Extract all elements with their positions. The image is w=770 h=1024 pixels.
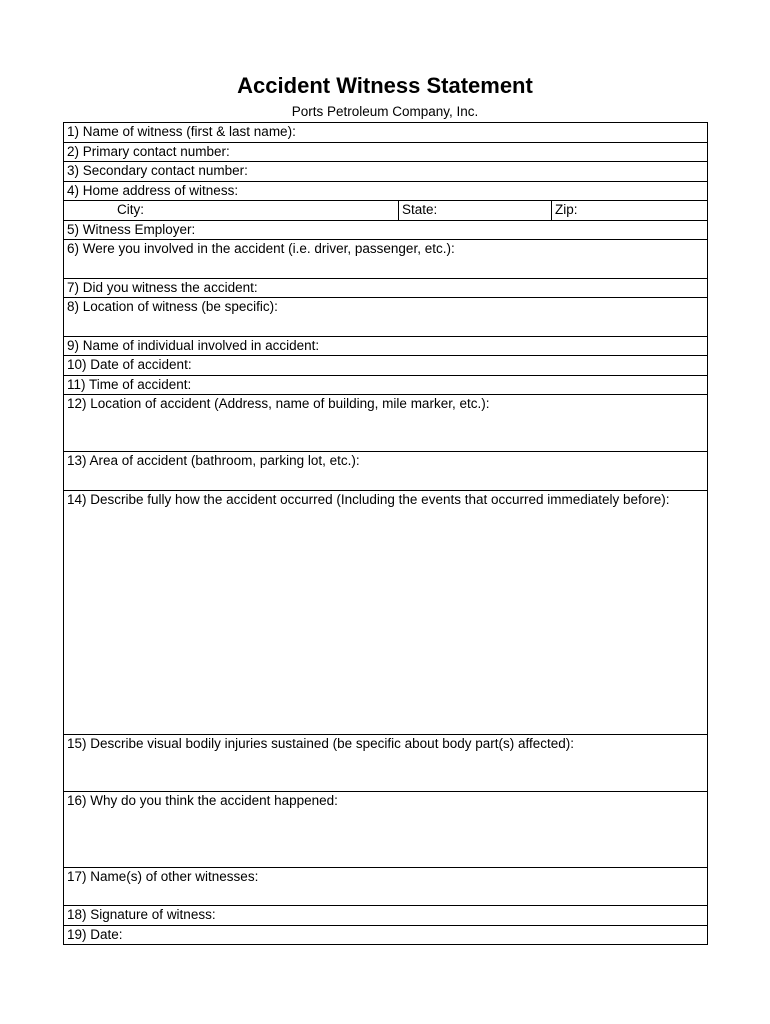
field-witness-location[interactable]: 8) Location of witness (be specific): <box>64 298 707 337</box>
field-accident-description[interactable]: 14) Describe fully how the accident occurred (Including the events that occurred immediately before): <box>64 491 707 735</box>
field-zip[interactable]: Zip: <box>555 202 578 217</box>
field-primary-contact[interactable]: 2) Primary contact number: <box>64 143 707 163</box>
company-name: Ports Petroleum Company, Inc. <box>291 104 479 119</box>
field-witnessed-accident[interactable]: 7) Did you witness the accident: <box>64 279 707 299</box>
field-accident-area[interactable]: 13) Area of accident (bathroom, parking lot, etc.): <box>64 452 707 491</box>
field-involvement[interactable]: 6) Were you involved in the accident (i.e. driver, passenger, etc.): <box>64 240 707 279</box>
field-accident-cause[interactable]: 16) Why do you think the accident happened: <box>64 792 707 868</box>
field-individual-involved[interactable]: 9) Name of individual involved in accident: <box>64 337 707 357</box>
field-bodily-injuries[interactable]: 15) Describe visual bodily injuries sustained (be specific about body part(s) affected): <box>64 735 707 792</box>
field-secondary-contact[interactable]: 3) Secondary contact number: <box>64 162 707 182</box>
witness-form <box>63 122 708 945</box>
field-statement-date[interactable]: 19) Date: <box>64 926 707 946</box>
field-witness-signature[interactable]: 18) Signature of witness: <box>64 906 707 926</box>
field-state[interactable]: State: <box>399 201 552 220</box>
field-city[interactable]: City: <box>64 201 399 220</box>
field-home-address[interactable]: 4) Home address of witness: <box>64 182 707 202</box>
field-accident-location[interactable]: 12) Location of accident (Address, name of building, mile marker, etc.): <box>64 395 707 452</box>
field-accident-time[interactable]: 11) Time of accident: <box>64 376 707 396</box>
field-other-witnesses[interactable]: 17) Name(s) of other witnesses: <box>64 868 707 907</box>
address-details-row <box>64 201 707 221</box>
field-witness-employer[interactable]: 5) Witness Employer: <box>64 221 707 241</box>
field-witness-name[interactable]: 1) Name of witness (first & last name): <box>64 123 707 143</box>
document-title: Accident Witness Statement <box>237 73 533 98</box>
field-accident-date[interactable]: 10) Date of accident: <box>64 356 707 376</box>
